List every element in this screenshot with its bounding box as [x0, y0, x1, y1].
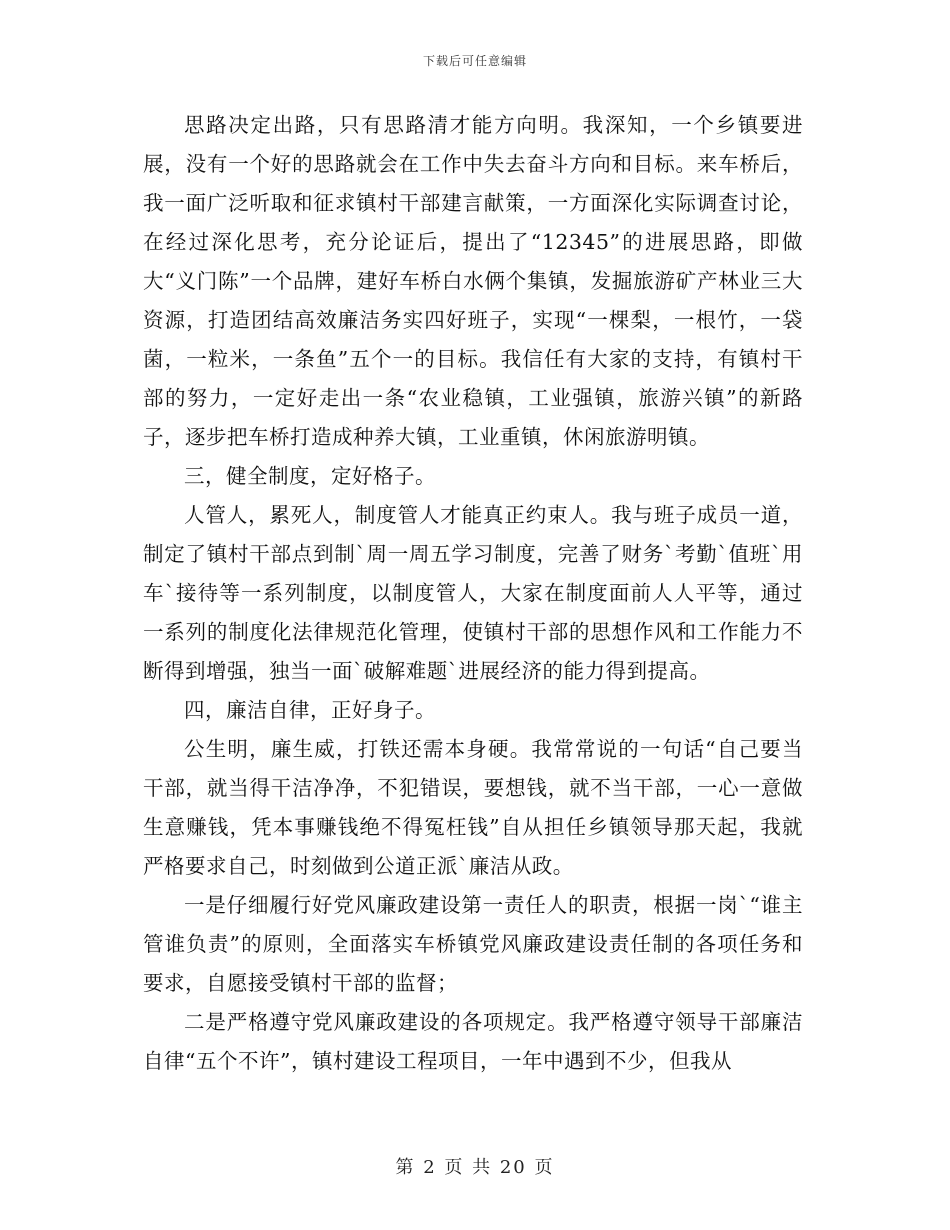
section-heading: 四，廉洁自律，正好身子。: [184, 698, 436, 722]
paragraph: 公生明，廉生威，打铁还需本身硬。我常常说的一句话“自己要当干部，就当得干洁净净，不犯错误，要想钱，就不当干部，一心一意做生意赚钱，凭本事赚钱绝不得冤枉钱”自从担任乡镇领导那天起，我就严格要求自己，时刻做到公道正派`廉洁从政。: [143, 737, 803, 878]
paragraph: 人管人，累死人，制度管人才能真正约束人。我与班子成员一道，制定了镇村干部点到制`周一周五学习制度，完善了财务`考勤`值班`用车`接待等一系列制度，以制度管人，大家在制度面前人人平等，通过一系列的制度化法律规范化管理，使镇村干部的思想作风和工作能力不断得到增强，独当一面`破解难题`进展经济的能力得到提高。: [143, 503, 803, 683]
paragraph: 二是严格遵守党风廉政建设的各项规定。我严格遵守领导干部廉洁自律“五个不许”，镇村建设工程项目，一年中遇到不少，但我从: [143, 1010, 803, 1073]
page-number-footer: 第 2 页 共 20 页: [395, 1157, 555, 1178]
paragraph: 思路决定出路，只有思路清才能方向明。我深知，一个乡镇要进展，没有一个好的思路就会在工作中失去奋斗方向和目标。来车桥后，我一面广泛听取和征求镇村干部建言献策，一方面深化实际调查讨论，在经过深化思考，充分论证后，提出了“12345”的进展思路，即做大“义门陈”一个品牌，建好车桥白水俩个集镇，发掘旅游矿产林业三大资源，打造团结高效廉洁务实四好班子，实现“一棵梨，一根竹，一袋菌，一粒米，一条鱼”五个一的目标。我信任有大家的支持，有镇村干部的努力，一定好走出一条“农业稳镇，工业强镇，旅游兴镇”的新路子，逐步把车桥打造成种养大镇，工业重镇，休闲旅游明镇。: [143, 113, 803, 449]
page-header: 下载后可任意编辑: [422, 54, 527, 68]
section-heading: 三，健全制度，定好格子。: [184, 464, 436, 488]
paragraph: 一是仔细履行好党风廉政建设第一责任人的职责，根据一岗`“谁主管谁负责”的原则，全面落实车桥镇党风廉政建设责任制的各项任务和要求，自愿接受镇村干部的监督；: [143, 893, 803, 995]
document-body: [143, 106, 803, 1081]
